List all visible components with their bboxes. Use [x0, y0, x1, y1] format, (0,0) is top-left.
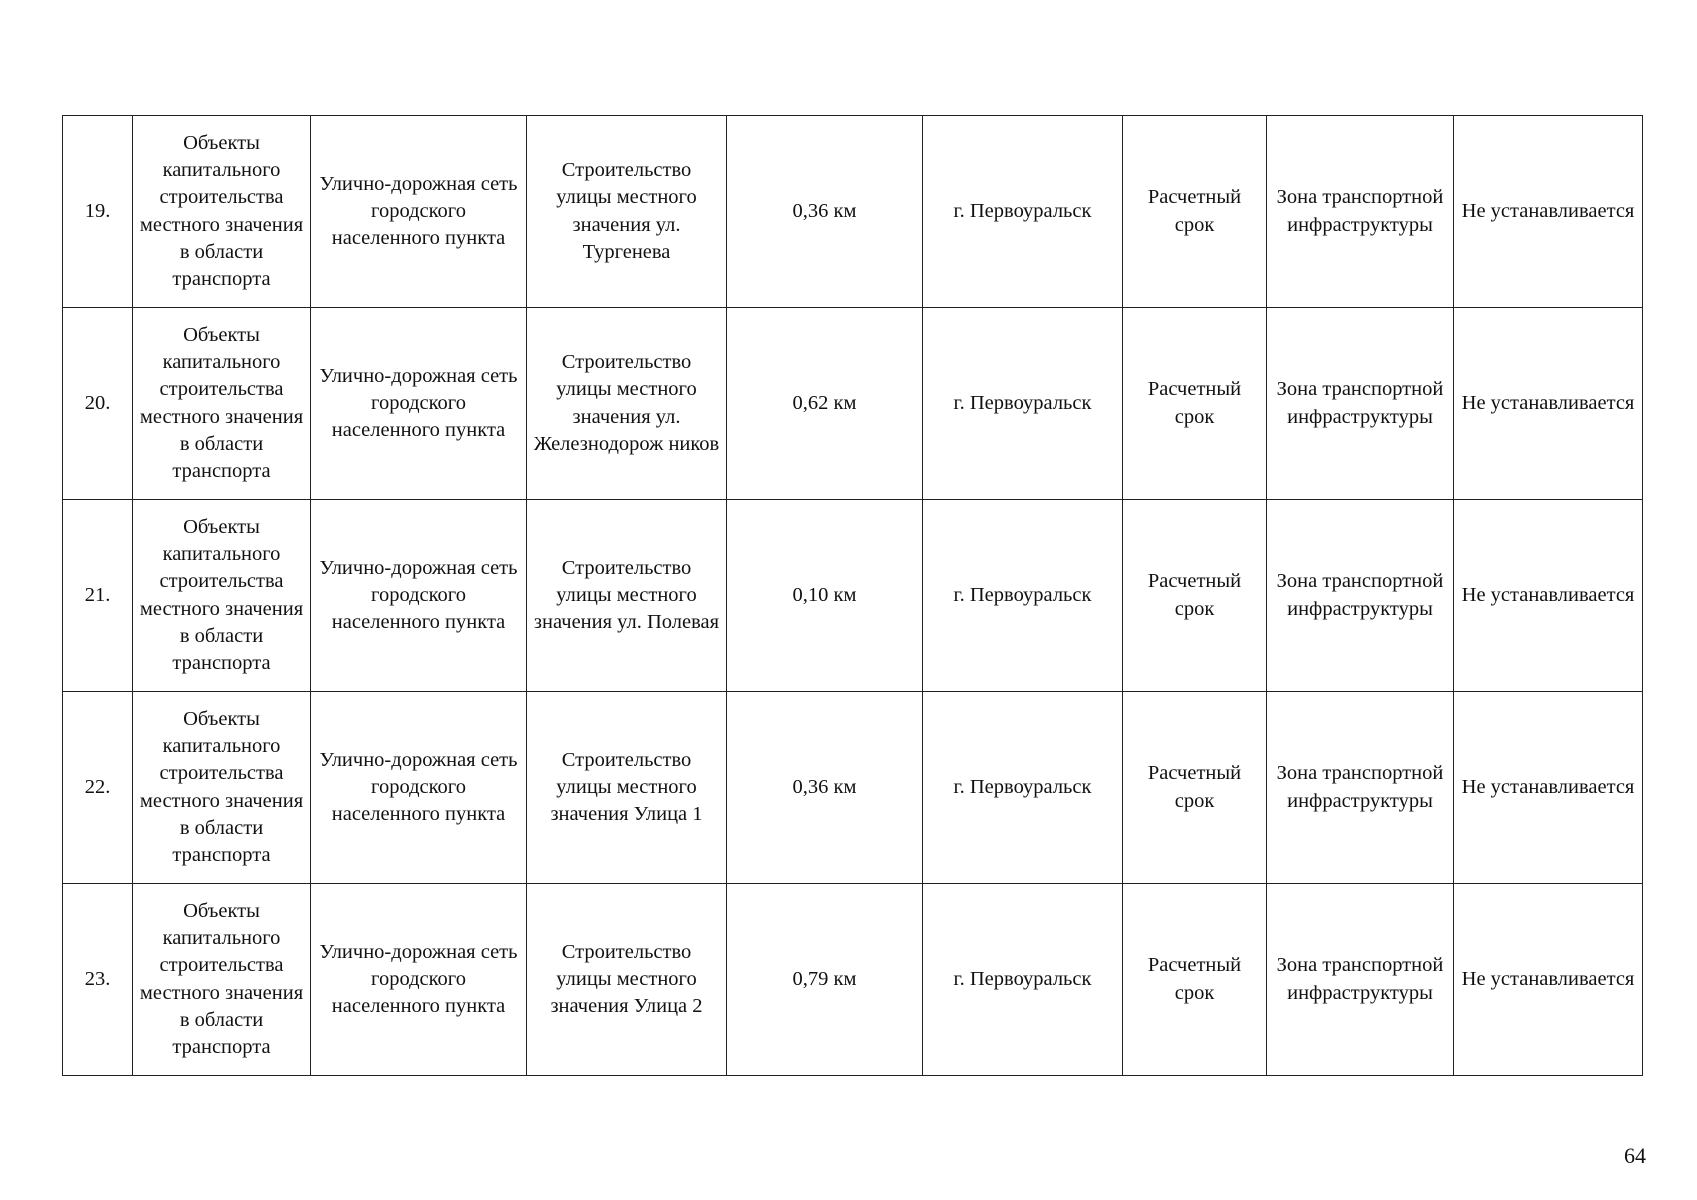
object-type: Улично-дорожная сеть городского населенного пункта	[311, 692, 527, 884]
object-category: Объекты капитального строительства местного значения в области транспорта	[133, 692, 311, 884]
protection-zone: Не устанавливается	[1454, 116, 1643, 308]
functional-zone: Зона транспортной инфраструктуры	[1267, 884, 1454, 1076]
object-location: г. Первоуральск	[923, 884, 1123, 1076]
functional-zone: Зона транспортной инфраструктуры	[1267, 692, 1454, 884]
table-row	[63, 500, 1643, 692]
object-length: 0,10 км	[727, 500, 923, 692]
object-length: 0,79 км	[727, 884, 923, 1076]
functional-zone: Зона транспортной инфраструктуры	[1267, 500, 1454, 692]
object-category: Объекты капитального строительства местного значения в области транспорта	[133, 308, 311, 500]
planned-objects-table	[62, 115, 1643, 1076]
object-type: Улично-дорожная сеть городского населенного пункта	[311, 884, 527, 1076]
functional-zone: Зона транспортной инфраструктуры	[1267, 116, 1454, 308]
object-category: Объекты капитального строительства местного значения в области транспорта	[133, 116, 311, 308]
object-location: г. Первоуральск	[923, 692, 1123, 884]
row-number: 21.	[63, 500, 133, 692]
object-type: Улично-дорожная сеть городского населенного пункта	[311, 308, 527, 500]
object-purpose: Строительство улицы местного значения ул. Тургенева	[527, 116, 727, 308]
row-number: 19.	[63, 116, 133, 308]
protection-zone: Не устанавливается	[1454, 884, 1643, 1076]
object-length: 0,36 км	[727, 692, 923, 884]
table-row	[63, 308, 1643, 500]
object-category: Объекты капитального строительства местного значения в области транспорта	[133, 500, 311, 692]
row-number: 22.	[63, 692, 133, 884]
implementation-term: Расчетный срок	[1123, 116, 1267, 308]
object-purpose: Строительство улицы местного значения Улица 2	[527, 884, 727, 1076]
object-length: 0,36 км	[727, 116, 923, 308]
implementation-term: Расчетный срок	[1123, 308, 1267, 500]
page-number: 64	[1624, 1143, 1646, 1168]
object-length: 0,62 км	[727, 308, 923, 500]
object-location: г. Первоуральск	[923, 500, 1123, 692]
table-row	[63, 116, 1643, 308]
object-category: Объекты капитального строительства местного значения в области транспорта	[133, 884, 311, 1076]
row-number: 20.	[63, 308, 133, 500]
implementation-term: Расчетный срок	[1123, 500, 1267, 692]
object-location: г. Первоуральск	[923, 308, 1123, 500]
implementation-term: Расчетный срок	[1123, 692, 1267, 884]
object-purpose: Строительство улицы местного значения Улица 1	[527, 692, 727, 884]
object-purpose: Строительство улицы местного значения ул. Полевая	[527, 500, 727, 692]
protection-zone: Не устанавливается	[1454, 692, 1643, 884]
row-number: 23.	[63, 884, 133, 1076]
table-row	[63, 692, 1643, 884]
table-row	[63, 884, 1643, 1076]
functional-zone: Зона транспортной инфраструктуры	[1267, 308, 1454, 500]
protection-zone: Не устанавливается	[1454, 308, 1643, 500]
protection-zone: Не устанавливается	[1454, 500, 1643, 692]
object-type: Улично-дорожная сеть городского населенного пункта	[311, 116, 527, 308]
object-type: Улично-дорожная сеть городского населенного пункта	[311, 500, 527, 692]
object-purpose: Строительство улицы местного значения ул. Железнодорож ников	[527, 308, 727, 500]
object-location: г. Первоуральск	[923, 116, 1123, 308]
implementation-term: Расчетный срок	[1123, 884, 1267, 1076]
